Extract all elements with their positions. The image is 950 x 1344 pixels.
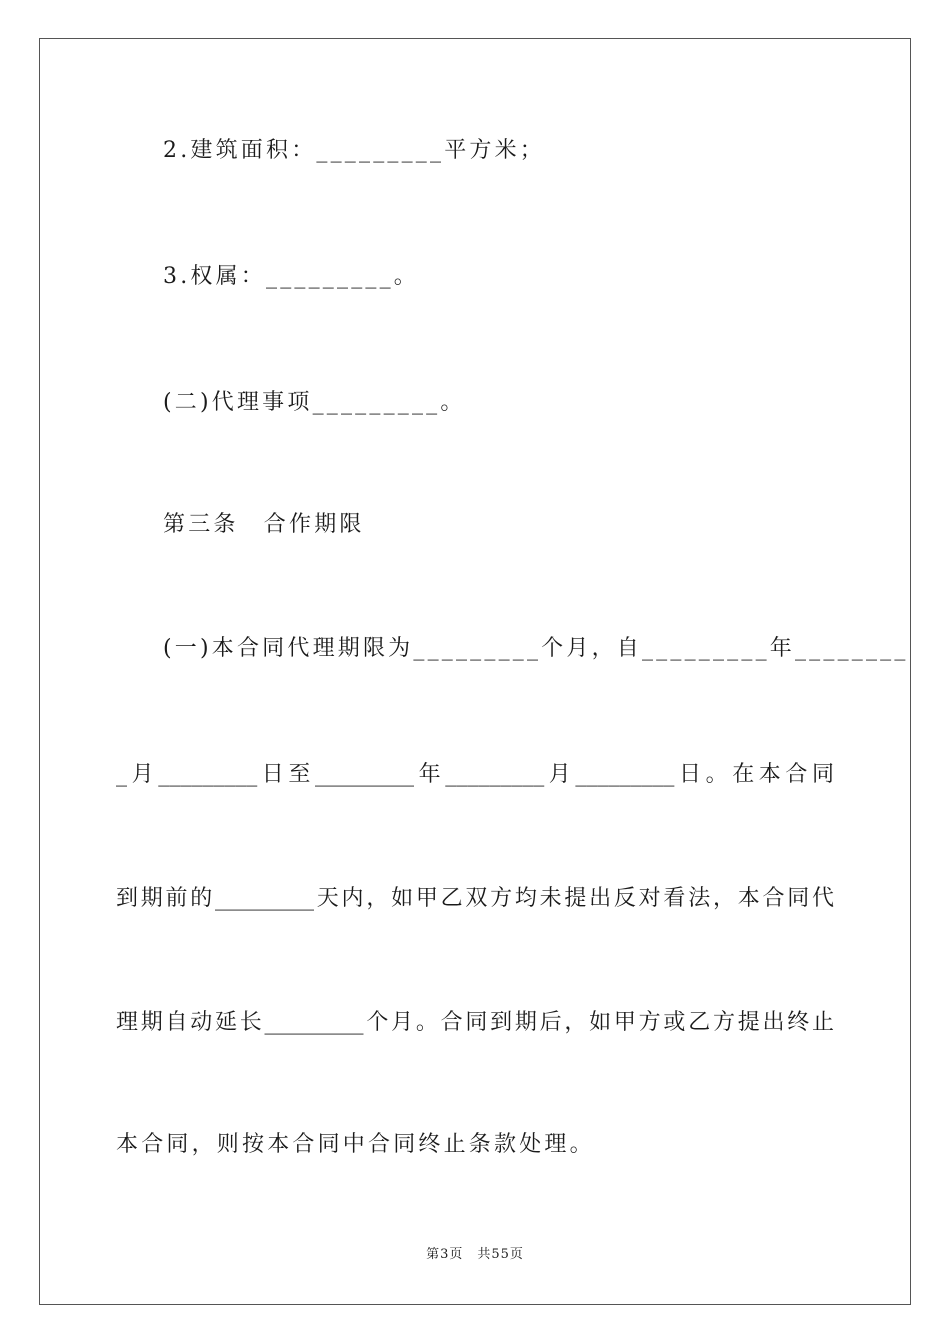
page-number-footer: 第3页 共55页 <box>426 1247 524 1262</box>
article-three-heading: 第三条 合作期限 <box>163 512 365 537</box>
clause-building-area: 2.建筑面积：_________平方米； <box>163 138 545 163</box>
clause-agency-matters: (二)代理事项_________。 <box>163 390 466 415</box>
paragraph-line-3: 到期前的_________天内，如甲乙双方均未提出反对看法，本合同代 <box>116 886 834 911</box>
paragraph-line-5: 本合同，则按本合同中合同终止条款处理。 <box>116 1132 595 1157</box>
page-border <box>39 38 911 1305</box>
paragraph-line-4: 理期自动延长_________个月。合同到期后，如甲方或乙方提出终止 <box>116 1010 834 1035</box>
paragraph-line-1: (一)本合同代理期限为_________个月，自_________年________ <box>163 636 909 661</box>
clause-ownership: 3.权属：_________。 <box>163 264 419 289</box>
paragraph-line-2: _月_________日至_________年_________月_________日。在本合同 <box>116 762 834 787</box>
